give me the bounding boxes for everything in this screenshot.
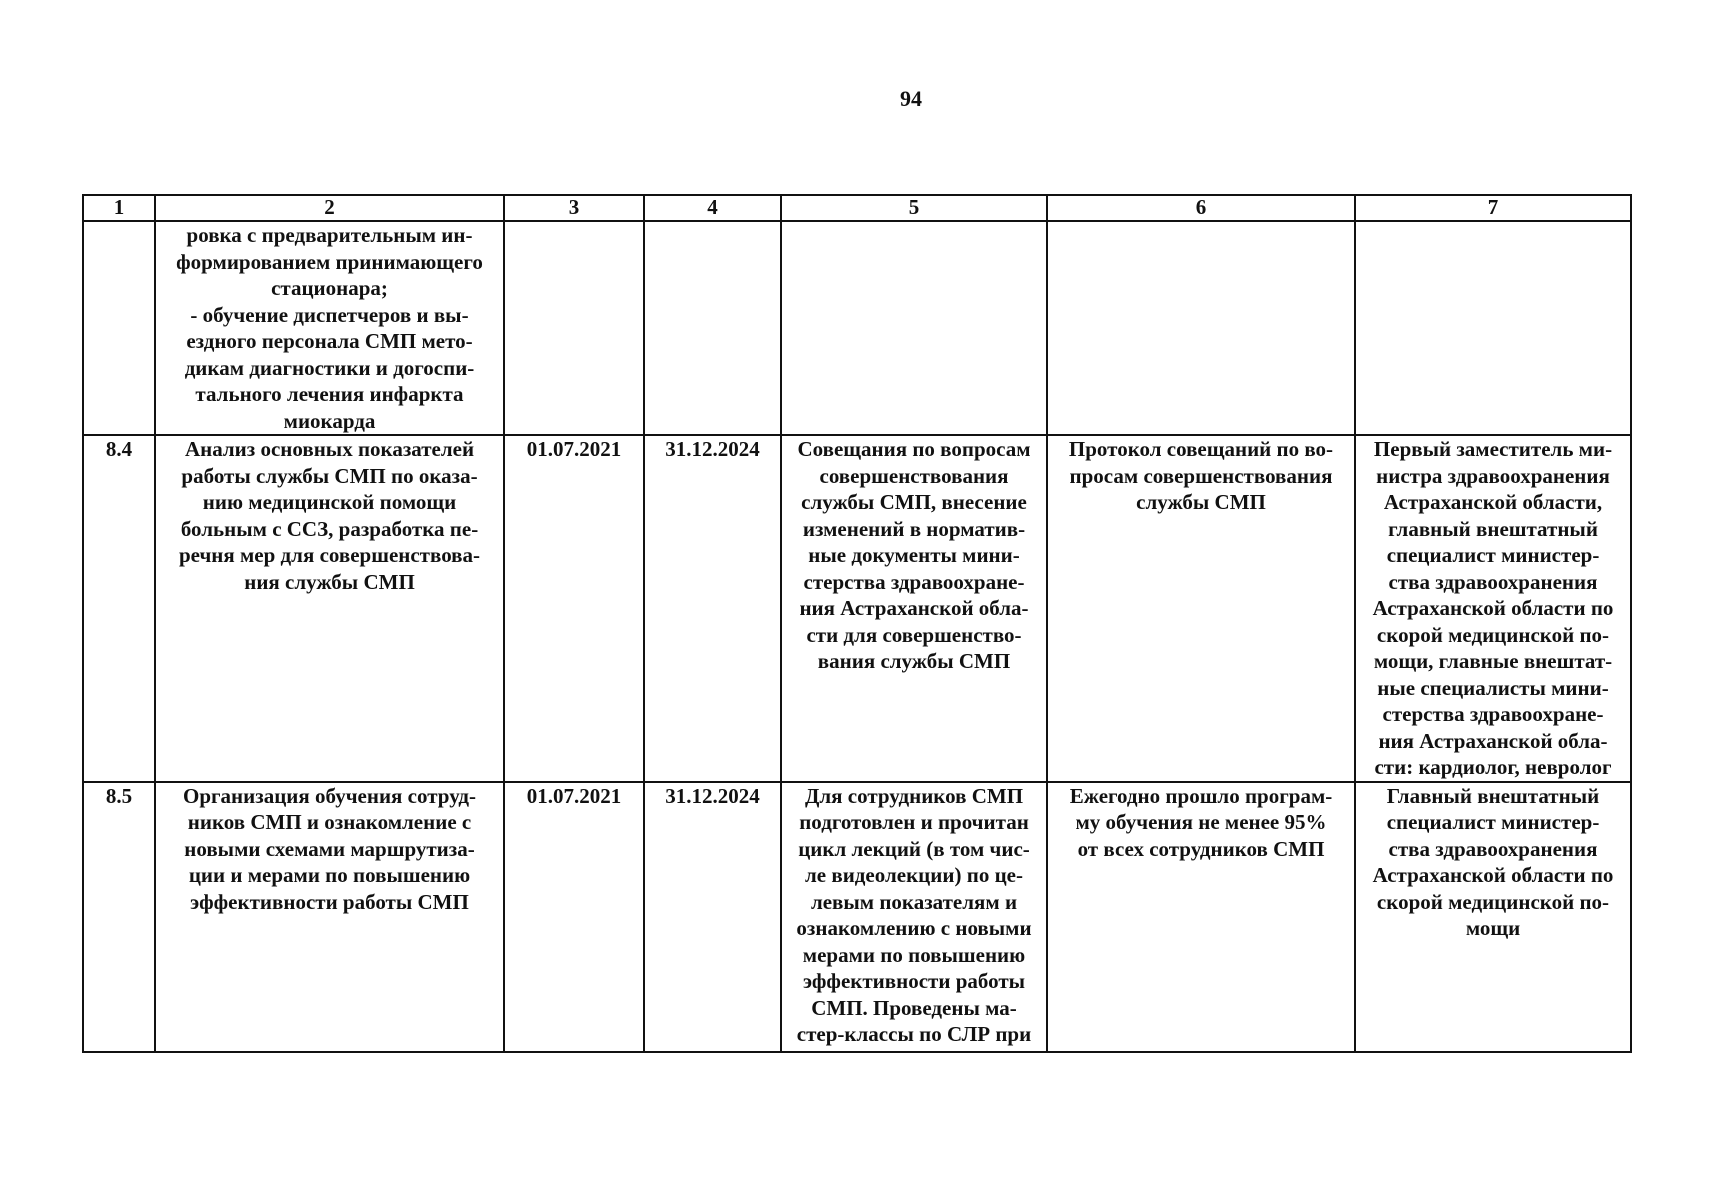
cell-text-line: му обучения не менее 95% <box>1075 810 1327 834</box>
column-header-4: 4 <box>644 195 781 221</box>
cell-text-line: службы СМП <box>1136 490 1266 514</box>
cell-text-line: ников СМП и ознакомление с <box>187 810 472 834</box>
cell-text-line: главный внештатный <box>1388 516 1598 541</box>
end-date: 31.12.2024 <box>644 435 781 782</box>
cell-text-line: изменений в норматив- <box>802 516 1026 541</box>
cell-text-line: Астраханской области по <box>1372 596 1614 620</box>
column-header-6: 6 <box>1047 195 1355 221</box>
cell-text-line: стерства здравоохране- <box>803 569 1025 594</box>
cell-text-line: Организация обучения сотруд- <box>183 783 476 808</box>
cell-text-line: работы службы СМП по оказа- <box>181 463 478 488</box>
cell-text-line: просам совершенствования <box>1069 463 1333 488</box>
cell-text-line: СМП. Проведены ма- <box>811 995 1017 1020</box>
cell-text-line: ездного персонала СМП мето- <box>186 329 473 353</box>
indicator-cell <box>1047 782 1355 1052</box>
start-date: 01.07.2021 <box>504 435 644 782</box>
cell-text-line: Анализ основных показателей <box>184 437 475 461</box>
end-date: 31.12.2024 <box>644 782 781 1052</box>
cell-text-line: ства здравоохранения <box>1388 836 1598 861</box>
activity-description-cell <box>155 782 504 1052</box>
cell-text-line: тального лечения инфаркта <box>195 382 464 406</box>
cont-responsible-cell <box>1355 221 1631 435</box>
cell-text-line: формированием принимающего <box>176 249 483 274</box>
cell-text-line: стационара; <box>271 276 388 300</box>
responsible-text <box>1360 436 1626 781</box>
result-text <box>786 436 1042 675</box>
row-number: 8.5 <box>83 782 155 1052</box>
cont-start-cell <box>504 221 644 435</box>
responsible-text <box>1360 783 1626 942</box>
plan-table <box>82 194 1632 1053</box>
cell-text-line: Для сотрудников СМП <box>804 783 1024 808</box>
cell-text-line: ровка с предварительным ин- <box>186 223 473 247</box>
cell-text-line: больным с ССЗ, разработка пе- <box>180 516 479 541</box>
cell-text-line: от всех сотрудников СМП <box>1077 836 1325 861</box>
cell-text-line: Ежегодно прошло програм- <box>1069 783 1333 808</box>
cell-text-line: нистра здравоохранения <box>1376 463 1610 488</box>
activity-description <box>160 436 499 595</box>
cell-text-line: ле видеолекции) по це- <box>805 863 1023 887</box>
cont-end-cell <box>644 221 781 435</box>
cell-text-line: эффективности работы СМП <box>190 889 469 914</box>
responsible-cell <box>1355 782 1631 1052</box>
cell-text-line: стер-классы по СЛР при <box>796 1022 1032 1046</box>
cell-text-line: специалист министер- <box>1386 810 1600 834</box>
cell-text-line: нию медицинской помощи <box>202 490 457 514</box>
cell-text-line: ния службы СМП <box>244 569 415 594</box>
cell-text-line: цикл лекций (в том чис- <box>798 836 1030 861</box>
cont-result-cell <box>781 221 1047 435</box>
table-row-8-5 <box>83 782 1631 1052</box>
cell-text-line: Первый заместитель ми- <box>1373 437 1613 461</box>
column-header-2: 2 <box>155 195 504 221</box>
cell-text-line: ства здравоохранения <box>1388 569 1598 594</box>
cell-text-line: Астраханской области, <box>1383 490 1603 514</box>
cell-text-line: вания службы СМП <box>817 649 1011 673</box>
cell-text-line: Совещания по вопросам <box>797 437 1031 461</box>
cell-text-line: речня мер для совершенствова- <box>178 543 481 567</box>
cell-text-line: новыми схемами маршрутиза- <box>184 836 475 861</box>
cell-text-line: сти: кардиолог, невролог <box>1374 755 1612 779</box>
cont-description-cell <box>155 221 504 435</box>
cont-description-text <box>160 222 499 434</box>
result-cell <box>781 435 1047 782</box>
cell-text-line: дикам диагностики и догоспи- <box>184 355 475 380</box>
responsible-cell <box>1355 435 1631 782</box>
cell-text-line: совершенствования <box>819 463 1009 488</box>
cell-text-line: стерства здравоохране- <box>1382 702 1604 726</box>
result-cell <box>781 782 1047 1052</box>
cell-text-line: мерами по повышению <box>802 942 1026 967</box>
cell-text-line: скорой медицинской по- <box>1376 622 1610 647</box>
cell-text-line: ные специалисты мини- <box>1377 675 1609 700</box>
cell-text-line: ции и мерами по повышению <box>188 863 471 887</box>
cell-text-line: подготовлен и прочитан <box>799 810 1029 834</box>
cell-text-line: Протокол совещаний по во- <box>1068 437 1334 461</box>
cell-text-line: миокарда <box>283 408 376 433</box>
cell-text-line: ния Астраханской обла- <box>1378 728 1608 753</box>
table-header-row <box>83 195 1631 221</box>
cell-text-line: Главный внештатный <box>1386 783 1600 808</box>
cell-text-line: мощи <box>1465 916 1521 940</box>
cell-text-line: Астраханской области по <box>1372 863 1614 887</box>
page-number: 94 <box>900 86 922 111</box>
cell-text-line: службы СМП, внесение <box>801 490 1027 514</box>
cont-num-cell <box>83 221 155 435</box>
indicator-cell <box>1047 435 1355 782</box>
activity-description <box>160 783 499 916</box>
table-row-continuation <box>83 221 1631 435</box>
cell-text-line: специалист министер- <box>1386 543 1600 567</box>
table-row-8-4 <box>83 435 1631 782</box>
column-header-1: 1 <box>83 195 155 221</box>
cell-text-line: левым показателям и <box>810 889 1018 914</box>
row-number: 8.4 <box>83 435 155 782</box>
cont-indicator-cell <box>1047 221 1355 435</box>
indicator-text <box>1052 783 1350 863</box>
cell-text-line: эффективности работы <box>802 969 1026 993</box>
start-date: 01.07.2021 <box>504 782 644 1052</box>
cell-text-line: скорой медицинской по- <box>1376 889 1610 914</box>
cell-text-line: мощи, главные внештат- <box>1373 649 1613 673</box>
cell-text-line: ния Астраханской обла- <box>799 596 1029 620</box>
cell-text-line: ознакомлению с новыми <box>796 916 1032 940</box>
column-header-7: 7 <box>1355 195 1631 221</box>
column-header-5: 5 <box>781 195 1047 221</box>
cell-text-line: - обучение диспетчеров и вы- <box>190 302 469 327</box>
cell-text-line: сти для совершенство- <box>806 622 1022 647</box>
cell-text-line: ные документы мини- <box>808 543 1020 567</box>
indicator-text <box>1052 436 1350 516</box>
activity-description-cell <box>155 435 504 782</box>
column-header-3: 3 <box>504 195 644 221</box>
result-text <box>786 783 1042 1048</box>
